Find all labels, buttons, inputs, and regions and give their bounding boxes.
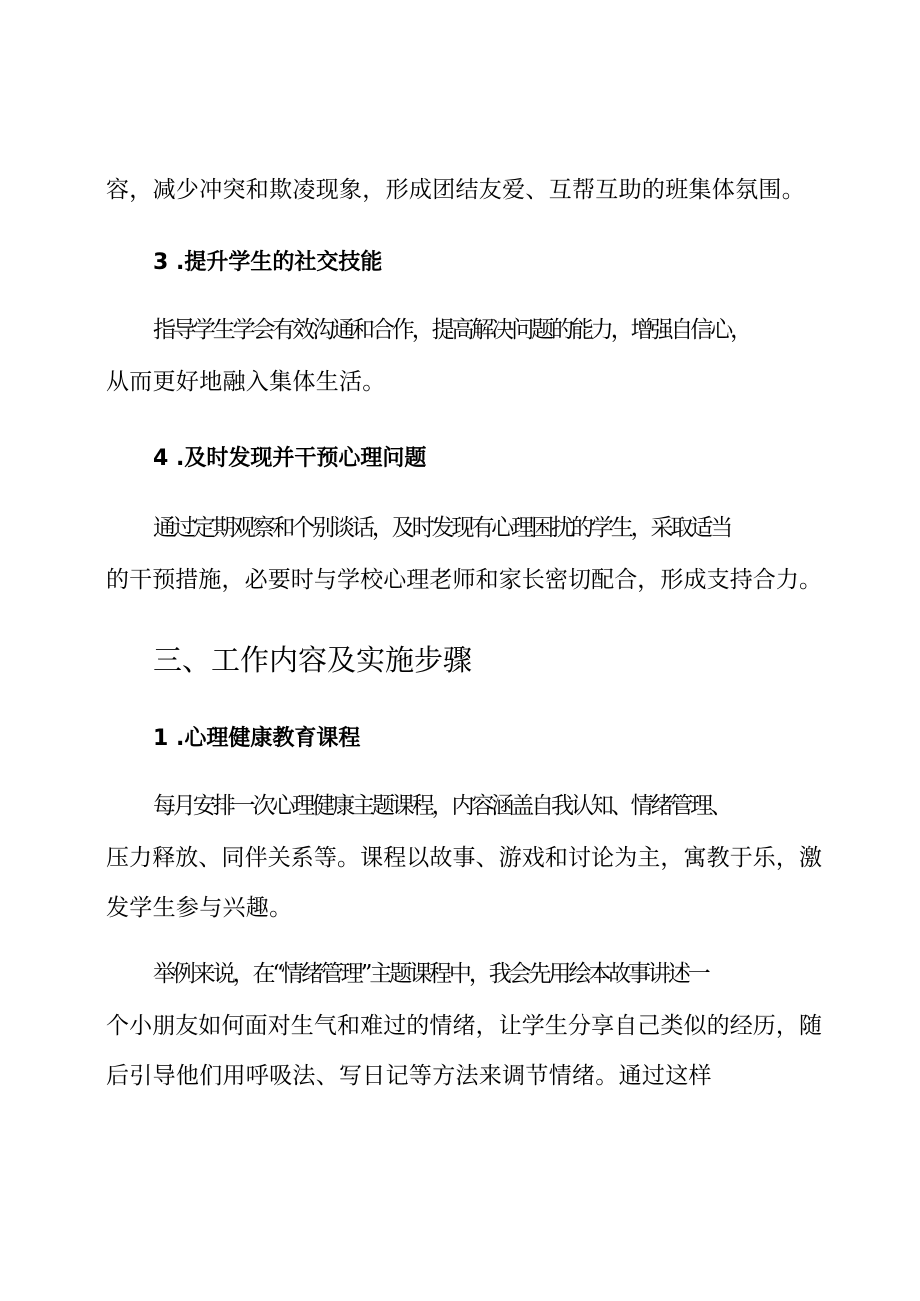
paragraph-line: 容，减少冲突和欺凌现象，形成团结友爱、互帮互助的班集体氛围。	[106, 177, 805, 203]
paragraph-line: 举例来说，在“情绪管理”主题课程中，我会先用绘本故事讲述一	[153, 961, 708, 987]
paragraph-line: 每月安排一次心理健康主题课程，内容涵盖自我认知、情绪管理、	[153, 793, 731, 819]
paragraph-line: 压力释放、同伴关系等。课程以故事、游戏和讨论为主，寓教于乐，激	[106, 845, 823, 871]
paragraph-line: 指导学生学会有效沟通和合作，提高解决问题的能力，增强自信心，	[153, 317, 751, 343]
paragraph-line: 通过定期观察和个别谈话，及时发现有心理困扰的学生，采取适当	[153, 515, 731, 541]
paragraph-line: 个小朋友如何面对生气和难过的情绪，让学生分享自己类似的经历，随	[106, 1013, 823, 1039]
paragraph-line: 发学生参与兴趣。	[106, 895, 293, 921]
paragraph-line: 的干预措施，必要时与学校心理老师和家长密切配合，形成支持合力。	[106, 567, 823, 593]
paragraph-line: 后引导他们用呼吸法、写日记等方法来调节情绪。通过这样	[106, 1063, 712, 1089]
item-heading: 1 .心理健康教育课程	[153, 726, 361, 751]
item-heading: 4 .及时发现并干预心理问题	[153, 446, 427, 471]
item-heading: 3 .提升学生的社交技能	[153, 250, 383, 275]
section-title: 三、工作内容及实施步骤	[153, 643, 473, 677]
paragraph-line: 从而更好地融入集体生活。	[106, 369, 386, 395]
